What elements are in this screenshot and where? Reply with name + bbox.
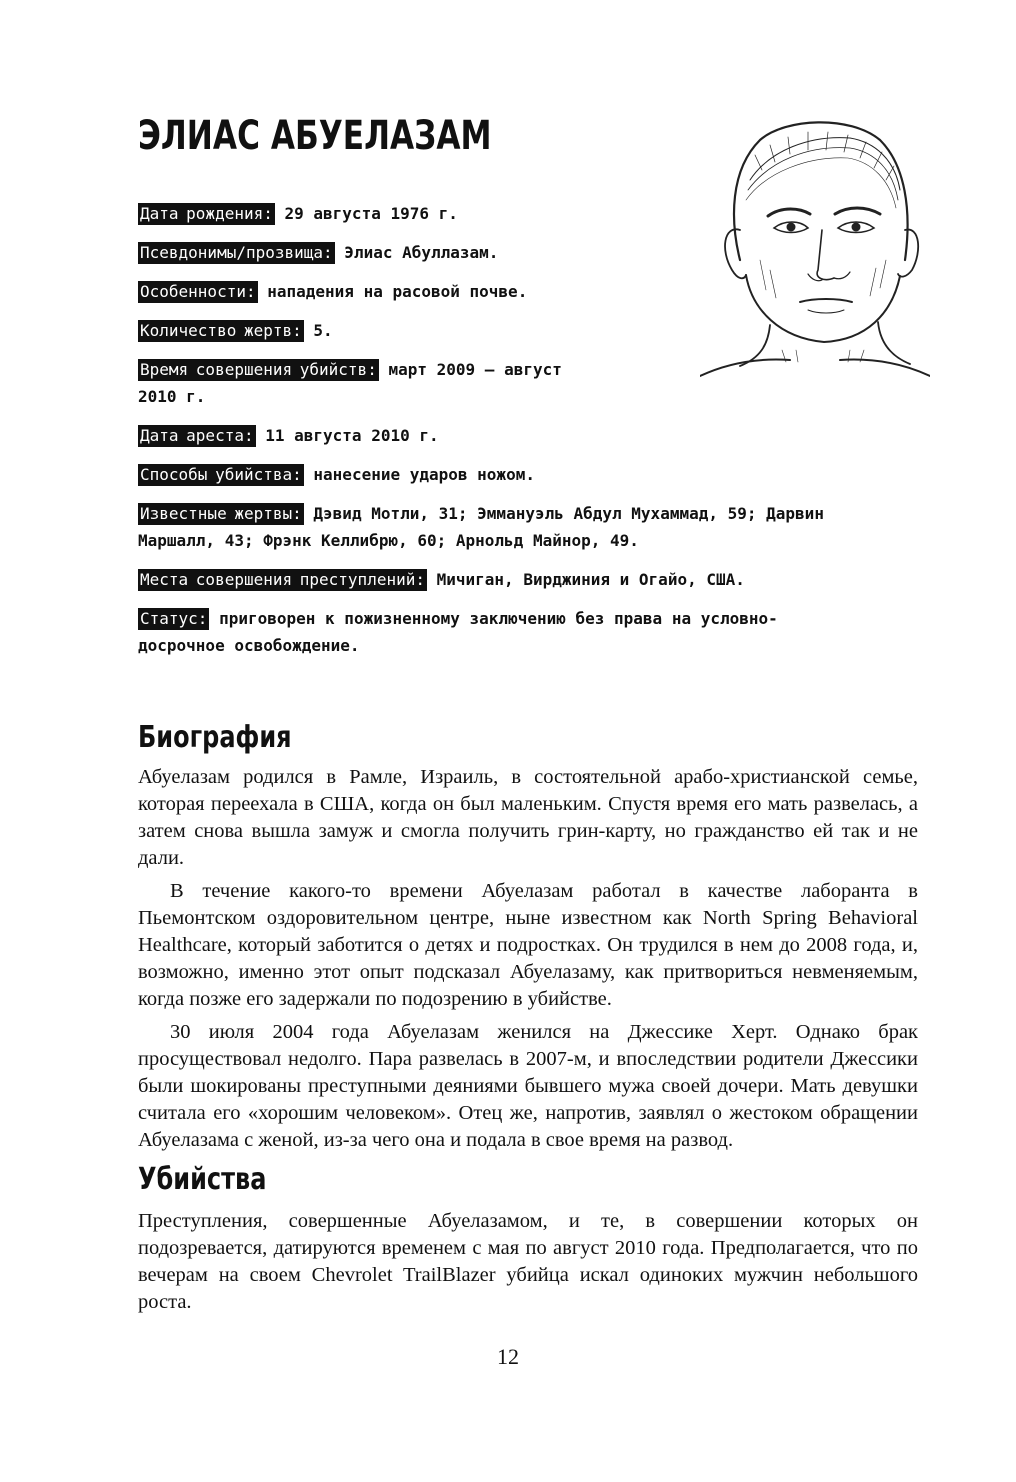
fact-label: Количество жертв: — [140, 321, 302, 340]
page-number: 12 — [497, 1344, 519, 1369]
fact-value: 29 августа 1976 г. — [284, 204, 458, 223]
fact-value: нападения на расовой почве. — [267, 282, 528, 301]
biography-heading: Биография — [138, 720, 292, 755]
fact-item — [138, 422, 908, 449]
fact-value: нанесение ударов ножом. — [313, 465, 535, 484]
murders-heading: Убийства — [138, 1162, 267, 1197]
fact-item — [138, 605, 858, 659]
fact-value: Дэвид Мотли, 31; Эммануэль Абдул Мухаммад, 59; Дарвин Маршалл, 43; Фрэнк Келлибрю, 60; Арнольд Майнор, 49. — [138, 504, 824, 550]
fact-label: Статус: — [140, 609, 208, 628]
fact-label: Псевдонимы/прозвища: — [140, 243, 333, 262]
murders-text — [138, 1208, 918, 1316]
fact-item — [138, 356, 598, 410]
fact-label: Время совершения убийств: — [140, 360, 377, 379]
paragraph: В течение какого-то времени Абуелазам работал в качестве лаборанта в Пьемонтском оздоровительном центре, ныне известном как North Spring Behavioral Healthcare, который заботится о детях и подростках. Он трудился в нем до 2008 года, и, возможно, именно этот опыт подсказал Абуелазаму, как притвориться невменяемым, когда позже его задержали по подозрению в убийстве. — [138, 880, 918, 1010]
fact-label: Дата рождения: — [140, 204, 273, 223]
biography-text — [138, 764, 918, 1154]
fact-label: Известные жертвы: — [140, 504, 302, 523]
fact-item — [138, 239, 908, 266]
fact-label: Дата ареста: — [140, 426, 254, 445]
fact-item — [138, 500, 848, 554]
fact-label: Места совершения преступлений: — [140, 570, 425, 589]
fact-label: Особенности: — [140, 282, 256, 301]
fact-sheet — [138, 200, 908, 671]
paragraph: 30 июля 2004 года Абуелазам женился на Джессике Херт. Однако брак просуществовал недолго. Пара развелась в 2007-м, и впоследствии родители Джессики были шокированы преступными деяниями бывшего мужа своей дочери. Мать девушки считала его «хорошим человеком». Отец же, напротив, заявлял о жестоком обращении Абуелазама с женой, из-за чего она и подала в свое время на развод. — [138, 1021, 918, 1151]
fact-value: 11 августа 2010 г. — [265, 426, 439, 445]
fact-value: приговорен к пожизненному заключению без права на условно-досрочное освобождение. — [138, 609, 778, 655]
fact-label: Способы убийства: — [140, 465, 302, 484]
fact-item — [138, 566, 908, 593]
fact-value: Мичиган, Вирджиния и Огайо, США. — [436, 570, 745, 589]
fact-item — [138, 317, 908, 344]
paragraph: Преступления, совершенные Абуелазамом, и те, в совершении которых он подозревается, датируются временем с мая по август 2010 года. Предполагается, что по вечерам на своем Chevrolet TrailBlazer убийца искал одиноких мужчин небольшого роста. — [138, 1210, 918, 1313]
fact-item — [138, 200, 908, 227]
fact-item — [138, 461, 908, 488]
fact-item — [138, 278, 908, 305]
page-title: ЭЛИАС АБУЕЛАЗАМ — [138, 113, 492, 159]
paragraph: Абуелазам родился в Рамле, Израиль, в состоятельной арабо-христианской семье, которая переехала в США, когда он был маленьким. Спустя время его мать развелась, а затем снова вышла замуж и смогла получить грин-карту, но гражданство ей так и не дали. — [138, 766, 918, 869]
fact-value: март 2009 — август 2010 г. — [138, 360, 562, 406]
fact-value: Элиас Абуллазам. — [344, 243, 499, 262]
fact-value: 5. — [313, 321, 333, 340]
